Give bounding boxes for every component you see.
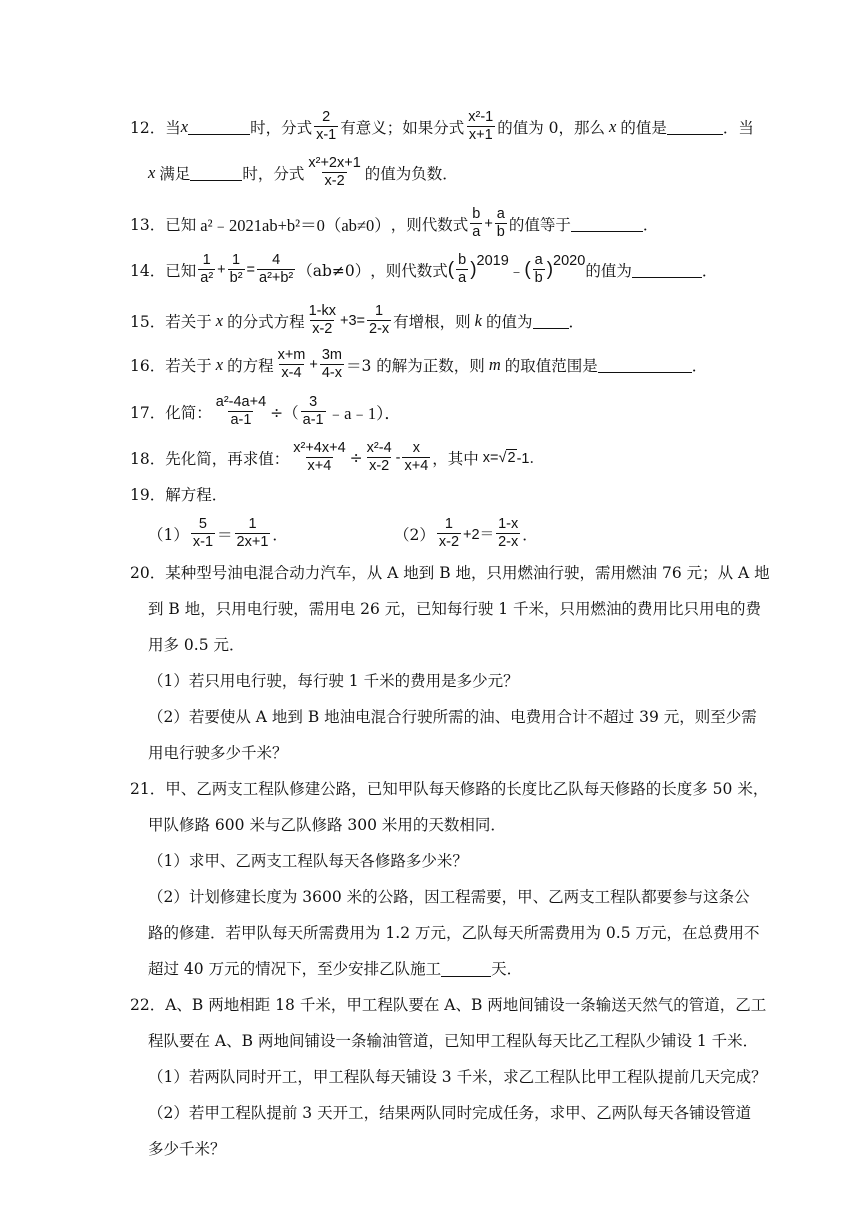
q22-sub2-line2: 多少千米？ — [148, 1140, 226, 1158]
q15-blank[interactable] — [533, 312, 569, 329]
sqrt-radicand: 2 — [507, 450, 516, 467]
q20-line3: 用多 0.5 元． — [148, 636, 245, 654]
q18-fraction-1: $\frac{\text{x²+4x+4}}{x+4}$ — [293, 440, 346, 475]
q14-fraction-2: $\frac{1}{\text{b²}}$ — [229, 252, 243, 287]
q12-fraction-2: $\frac{\text{x²-1}}{x+1}$ — [468, 109, 494, 144]
q16-line: 16． 若关于 x 的方程 $\frac{x+m}{x-4}$ + $\frac{3m}{4-x}$ ＝3 的解为正数，则 m 的取值范围是 ． — [130, 347, 708, 382]
q19-part2: （2） $\frac{1}{x-2}$ +2＝ $\frac{1-x}{2-x}$ ． — [394, 516, 538, 551]
q22-sub2-line1: （2）若甲工程队提前 3 天开工，结果两队同时完成任务，求甲、乙两队每天各铺设管道 — [148, 1104, 752, 1122]
q20-line2: 到 B 地，只用电行驶，需用电 26 元，已知每行驶 1 千米，只用燃油的费用比只用电的费 — [148, 600, 762, 618]
q19-part1: （1） $\frac{5}{x-1}$ ＝ $\frac{1}{2x+1}$ ． — [148, 516, 288, 551]
q20-sub2-line2: 用电行驶多少千米？ — [148, 744, 288, 762]
q13-blank[interactable] — [571, 215, 643, 232]
q19-line: 19． 解方程． — [130, 486, 228, 504]
q13-fraction-2: $\frac{a}{b}$ — [496, 206, 505, 241]
q14-power-base-1: $\frac{b}{a}$ — [458, 252, 467, 287]
q19-fraction-c: $\frac{1}{x-2}$ — [438, 516, 460, 551]
q21-sub1: （1）求甲、乙两支工程队每天各修路多少米？ — [148, 852, 468, 870]
q15-fraction-1: $\frac{1-kx}{x-2}$ — [308, 303, 336, 338]
q21-line2: 甲队修路 600 米与乙队修路 300 米用的天数相同． — [148, 816, 506, 834]
q21-sub2-line2: 路的修建．若甲队每天所需费用为 1.2 万元，乙队每天所需费用为 0.5 万元，在总费用不 — [148, 924, 760, 942]
q20-sub1: （1）若只用电行驶，每行驶 1 千米的费用是多少元？ — [148, 672, 519, 690]
q14-blank[interactable] — [632, 261, 702, 278]
q20-line1: 20． 某种型号油电混合动力汽车，从 A 地到 B 地，只用燃油行驶，需用燃油 76 元；从 A 地 — [130, 564, 770, 582]
q18-fraction-2: $\frac{\text{x²-4}}{x-2}$ — [366, 440, 392, 475]
q19-fraction-a: $\frac{5}{x-1}$ — [192, 516, 214, 551]
q16-blank[interactable] — [598, 356, 692, 373]
q16-fraction-1: $\frac{x+m}{x-4}$ — [277, 347, 306, 382]
q22-sub1: （1）若两队同时开工，甲工程队每天铺设 3 千米，求乙工程队比甲工程队提前几天完成？ — [148, 1068, 767, 1086]
q21-sub2-line3: 超过 40 万元的情况下，至少安排乙队施工 天． — [148, 960, 523, 978]
q17-line: 17． 化简： $\frac{\text{a²-4a+4}}{a-1}$ ÷（ $\frac{3}{a-1}$ ﹣a﹣1）． — [130, 394, 401, 429]
q14-fraction-1: $\frac{1}{\text{a²}}$ — [200, 252, 214, 287]
q18-line: 18． 先化简，再求值： $\frac{\text{x²+4x+4}}{x+4}$ ÷ $\frac{\text{x²-4}}{x-2}$ - $\frac{x}{x+4}$ ，其中 x= √ 2 -1． — [130, 440, 544, 475]
q12-blank-3[interactable] — [190, 164, 242, 181]
sqrt-symbol: √ — [498, 449, 507, 466]
q12-fraction-1: $\frac{2}{x-1}$ — [316, 109, 337, 144]
q12-blank-1[interactable] — [188, 118, 250, 135]
q12-line2: x 满足 时，分式 $\frac{\text{x²+2x+1}}{x-2}$ 的值为负数． — [148, 155, 458, 190]
q12-line1: 12． 当 x 时，分式 $\frac{2}{x-1}$ 有意义；如果分式 $\frac{\text{x²-1}}{x+1}$ 的值为 0，那么 x 的值是 ．当 — [130, 109, 754, 144]
q14-power-base-2: $\frac{a}{b}$ — [534, 252, 543, 287]
q21-line1: 21． 甲、乙两支工程队修建公路，已知甲队每天修路的长度比乙队每天修路的长度多 50 米， — [130, 780, 769, 798]
q14-line: 14． 已知 $\frac{1}{\text{a²}}$ + $\frac{1}{\text{b²}}$ = $\frac{4}{\text{a²+b²}}$ （ab≠0） ，则代数式 ( $\frac{b}{a}$ ) 2019 ﹣ ( $\frac{a}{b}$ ) 2020 的值为 ． — [130, 252, 718, 287]
q21-blank[interactable] — [441, 959, 491, 976]
q14-fraction-3: $\frac{4}{\text{a²+b²}}$ — [259, 252, 294, 287]
q15-fraction-2: $\frac{1}{2-x}$ — [369, 303, 390, 338]
q13-fraction-1: $\frac{b}{a}$ — [472, 206, 481, 241]
q13-line: 13． 已知 a²﹣2021ab+b²＝0（ab≠0） ，则代数式 $\frac{b}{a}$ + $\frac{a}{b}$ 的值等于 ． — [130, 206, 659, 241]
q18-fraction-3: $\frac{x}{x+4}$ — [404, 440, 429, 475]
q12-blank-2[interactable] — [667, 118, 723, 135]
q16-fraction-2: $\frac{3m}{4-x}$ — [321, 347, 343, 382]
q22-line1: 22． A、B 两地相距 18 千米，甲工程队要在 A、B 两地间铺设一条输送天然气的管道，乙工 — [130, 996, 767, 1014]
q20-sub2-line1: （2）若要使从 A 地到 B 地油电混合行驶所需的油、电费用合计不超过 39 元，则至少需 — [148, 708, 757, 726]
q19-fraction-b: $\frac{1}{2x+1}$ — [236, 516, 269, 551]
q21-sub2-line1: （2）计划修建长度为 3600 米的公路，因工程需要，甲、乙两支工程队都要参与这条公 — [148, 888, 750, 906]
q17-fraction-1: $\frac{\text{a²-4a+4}}{a-1}$ — [215, 394, 267, 429]
q12-fraction-3: $\frac{\text{x²+2x+1}}{x-2}$ — [308, 155, 361, 190]
q22-line2: 程队要在 A、B 两地间铺设一条输油管道，已知甲工程队每天比乙工程队少铺设 1 千米． — [148, 1032, 759, 1050]
q15-line: 15． 若关于 x 的分式方程 $\frac{1-kx}{x-2}$ +3= $\frac{1}{2-x}$ 有增根，则 k 的值为 ． — [130, 303, 585, 338]
q17-fraction-2: $\frac{3}{a-1}$ — [302, 394, 324, 429]
q19-fraction-d: $\frac{1-x}{2-x}$ — [498, 516, 519, 551]
